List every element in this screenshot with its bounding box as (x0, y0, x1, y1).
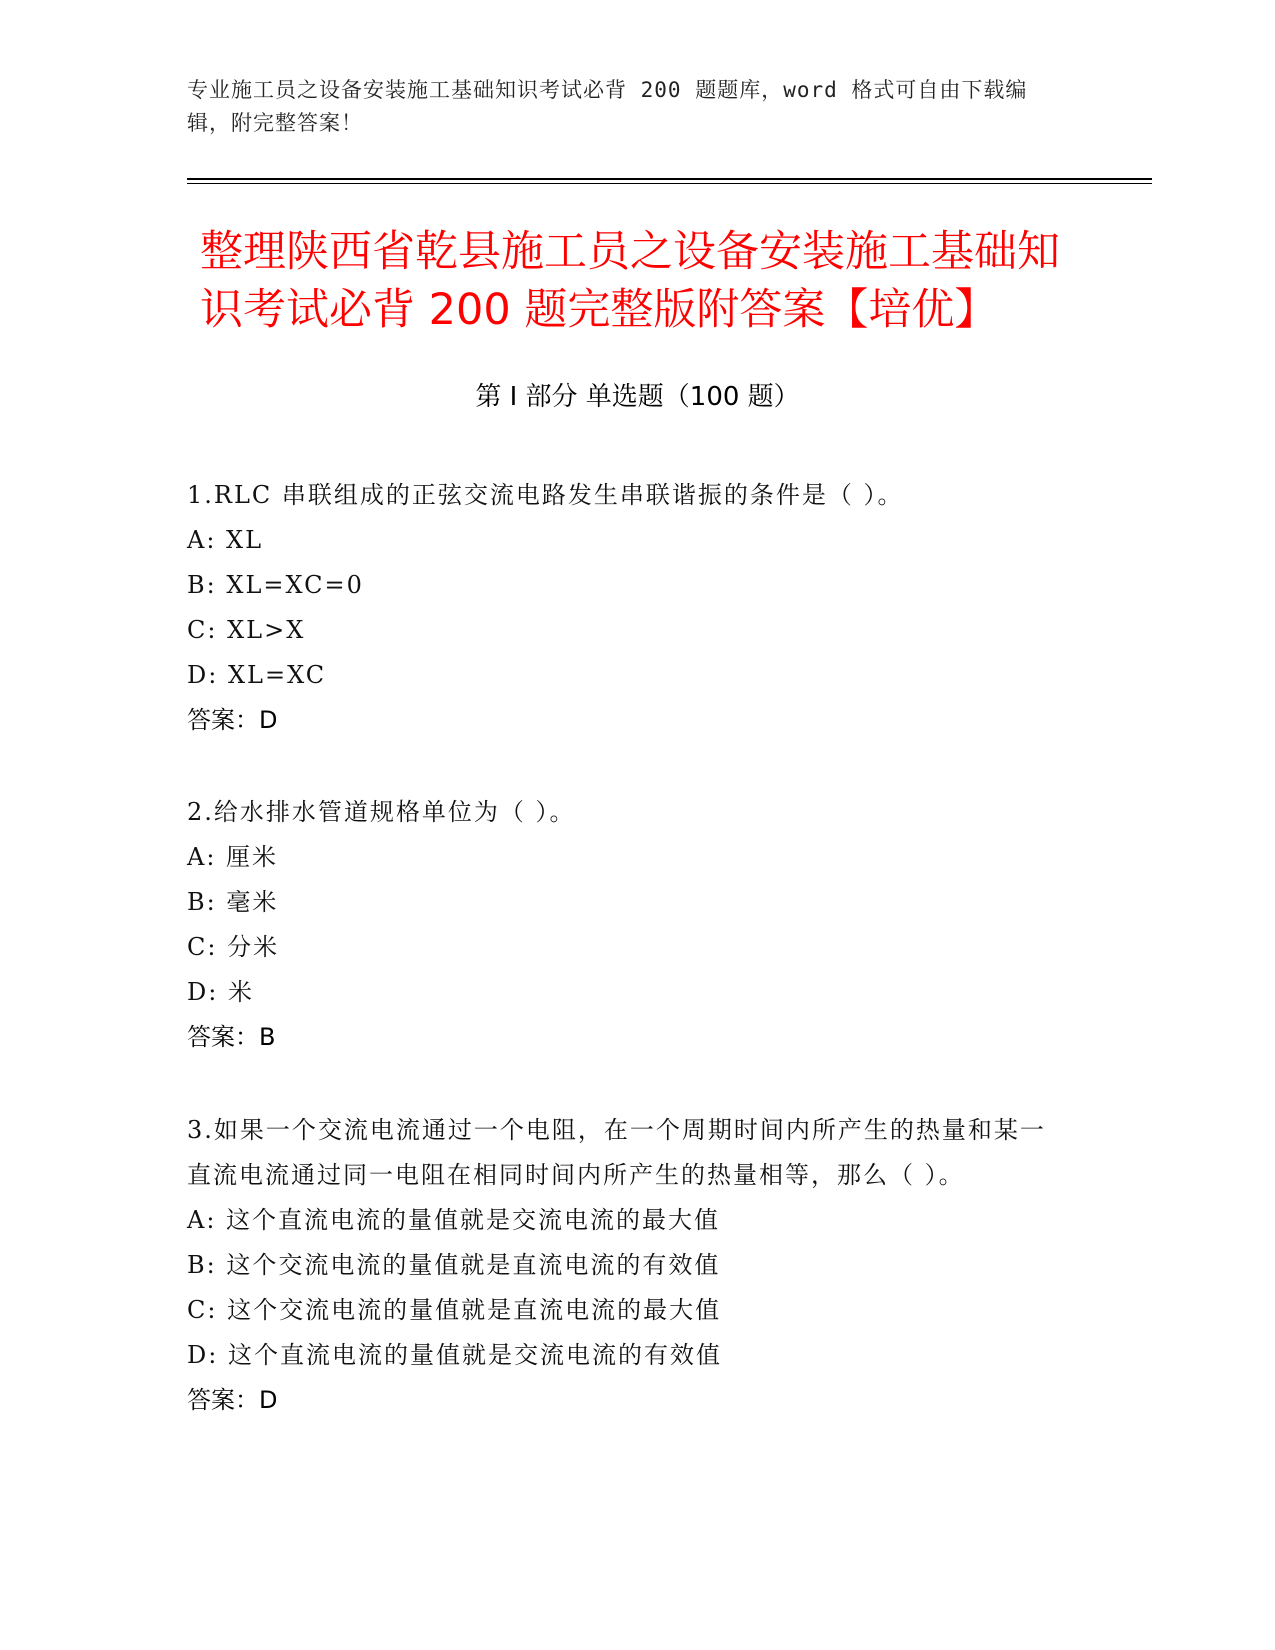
option-c: C: 分米 (187, 933, 280, 961)
option-d: D: XL=XC (187, 661, 327, 689)
answer: 答案：B (187, 1023, 276, 1051)
question-3 (187, 1108, 1067, 1423)
option-b: B: 这个交流电流的量值就是直流电流的有效值 (187, 1251, 721, 1279)
question-2 (187, 790, 1067, 1060)
option-c: C: XL>X (187, 616, 306, 644)
header-note: 专业施工员之设备安装施工基础知识考试必背 200 题题库，word 格式可自由下载编辑，附完整答案！ (187, 78, 1028, 135)
option-a: A: 厘米 (187, 843, 279, 871)
option-b: B: XL=XC=0 (187, 571, 364, 599)
document-title: 整理陕西省乾县施工员之设备安装施工基础知识考试必背 200 题完整版附答案【培优】 (200, 227, 1060, 335)
section-heading: 第 I 部分 单选题（100 题） (475, 382, 800, 412)
header-divider-thick (187, 178, 1152, 180)
option-c: C: 这个交流电流的量值就是直流电流的最大值 (187, 1296, 722, 1324)
question-1 (187, 473, 1067, 743)
question-stem: 1.RLC 串联组成的正弦交流电路发生串联谐振的条件是（ ）。 (187, 481, 904, 509)
answer: 答案：D (187, 706, 278, 734)
option-d: D: 米 (187, 978, 254, 1006)
header-divider-thin (187, 183, 1152, 184)
option-a: A: XL (187, 526, 264, 554)
option-b: B: 毫米 (187, 888, 279, 916)
answer: 答案：D (187, 1386, 278, 1414)
question-stem: 2.给水排水管道规格单位为（ ）。 (187, 798, 576, 826)
option-a: A: 这个直流电流的量值就是交流电流的最大值 (187, 1206, 721, 1234)
option-d: D: 这个直流电流的量值就是交流电流的有效值 (187, 1341, 722, 1369)
question-stem: 3.如果一个交流电流通过一个电阻，在一个周期时间内所产生的热量和某一直流电流通过同一电阻在相同时间内所产生的热量相等，那么（ ）。 (187, 1116, 1046, 1189)
